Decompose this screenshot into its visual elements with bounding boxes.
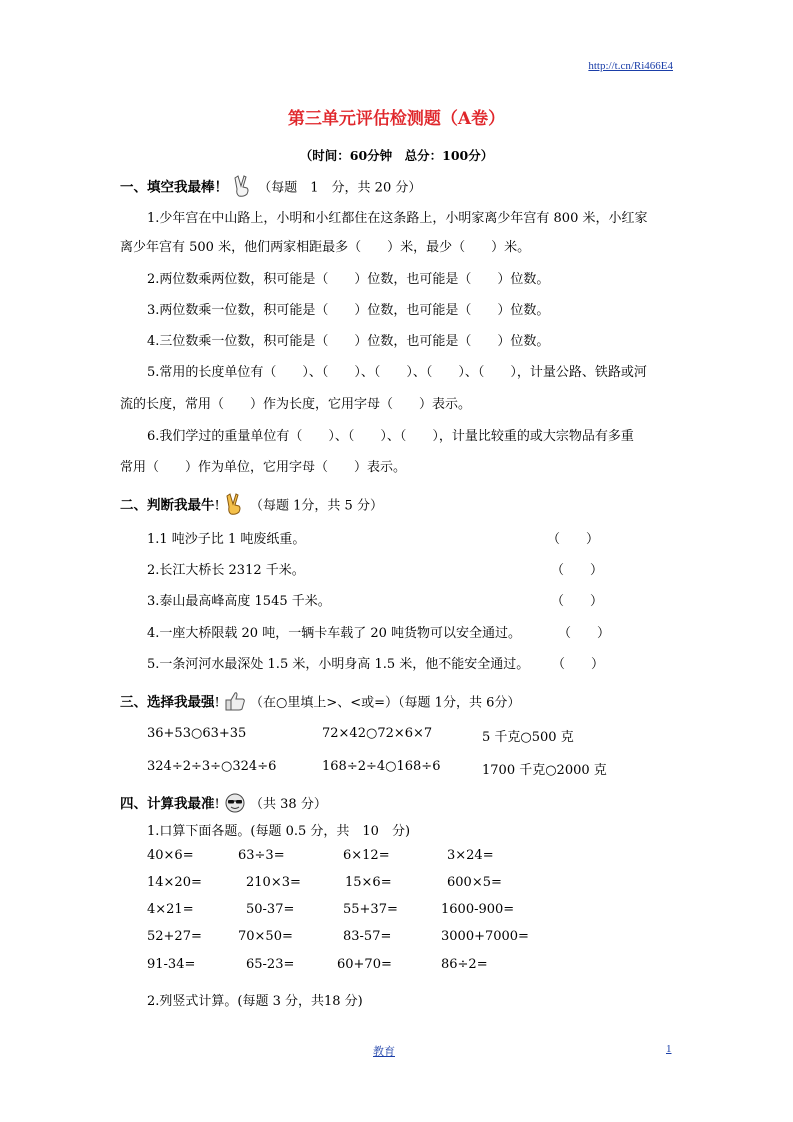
- section2-header: [120, 492, 383, 520]
- q2: 2.两位数乘两位数，积可能是（ ）位数，也可能是（ ）位数。: [147, 272, 550, 287]
- oral-problem: 210×3=: [246, 875, 301, 890]
- q4: 4.三位数乘一位数，积可能是（ ）位数，也可能是（ ）位数。: [147, 334, 550, 349]
- compare-item: 36+53○63+35: [147, 726, 247, 741]
- section4-note: （共 38 分）: [250, 797, 327, 812]
- compare-item: 168÷2÷4○168÷6: [322, 759, 441, 774]
- section2-note: （每题 1分，共 5 分）: [250, 498, 383, 514]
- judge-item-5: 5.一条河河水最深处 1.5 米，小明身高 1.5 米，他不能安全通过。: [147, 657, 530, 672]
- q6-line2: 常用（ ）作为单位，它用字母（ ）表示。: [120, 460, 407, 475]
- oral-problem: 86÷2=: [441, 957, 488, 972]
- oral-problem: 50-37=: [246, 902, 295, 917]
- judge-bracket-5: （ ）: [552, 657, 605, 672]
- page-number: 1: [666, 1043, 672, 1055]
- oral-problem: 55+37=: [343, 902, 398, 917]
- thumbs-up-icon: [224, 690, 246, 716]
- page-title: 第三单元评估检测题（A卷）: [287, 109, 506, 129]
- judge-item-3: 3.泰山最高峰高度 1545 千米。: [147, 594, 331, 609]
- section1-header: [120, 174, 421, 202]
- q1-line1: 1.少年宫在中山路上，小明和小红都住在这条路上，小明家离少年宫有 800 米，小红家: [147, 211, 648, 226]
- victory-hand-icon: [224, 492, 246, 520]
- section3-heading: 三、选择我最强: [120, 694, 215, 711]
- compare-item: 5 千克○500 克: [482, 730, 574, 745]
- section2-heading-mark: !: [214, 498, 220, 514]
- judge-item-4: 4.一座大桥限载 20 吨，一辆卡车载了 20 吨货物可以安全通过。: [147, 626, 522, 641]
- section3-heading-mark: !: [214, 695, 220, 711]
- oral-problem: 63÷3=: [238, 848, 285, 863]
- section4-header: [120, 792, 327, 817]
- q1-line2: 离少年宫有 500 米，他们两家相距最多（ ）米，最少（ ）米。: [120, 240, 531, 255]
- judge-item-1: 1.1 吨沙子比 1 吨废纸重。: [147, 532, 306, 547]
- judge-item-2: 2.长江大桥长 2312 千米。: [147, 563, 305, 578]
- oral-problem: 1600-900=: [441, 902, 515, 917]
- section3-header: [120, 690, 520, 716]
- oral-problem: 52+27=: [147, 929, 202, 944]
- compare-item: 72×42○72×6×7: [322, 726, 433, 741]
- q5-line2: 流的长度，常用（ ）作为长度，它用字母（ ）表示。: [120, 397, 472, 412]
- oral-problem: 65-23=: [246, 957, 295, 972]
- oral-problem: 3×24=: [447, 848, 494, 863]
- vertical-calc-subheading: 2.列竖式计算。(每题 3 分，共18 分): [147, 994, 363, 1009]
- page-subtitle: （时间：60分钟 总分：100分）: [299, 148, 494, 163]
- oral-problem: 3000+7000=: [441, 929, 529, 944]
- oral-problem: 6×12=: [343, 848, 390, 863]
- judge-bracket-4: （ ）: [558, 626, 611, 641]
- section4-heading: 四、计算我最准: [120, 796, 215, 812]
- judge-bracket-1: （ ）: [547, 532, 600, 547]
- sunglasses-face-icon: [224, 793, 246, 817]
- section2-heading: 二、判断我最牛: [120, 497, 215, 514]
- oral-subheading: 1.口算下面各题。(每题 0.5 分，共 10 分): [147, 824, 411, 839]
- header-link[interactable]: http://t.cn/Ri466E4: [588, 60, 673, 72]
- q6-line1: 6.我们学过的重量单位有（ ）、（ ）、（ ），计量比较重的或大宗物品有多重: [147, 429, 634, 444]
- judge-bracket-3: （ ）: [551, 594, 604, 609]
- oral-problem: 15×6=: [345, 875, 392, 890]
- oral-problem: 40×6=: [147, 848, 194, 863]
- oral-problem: 70×50=: [238, 929, 293, 944]
- section1-note: （每题 1 分，共 20 分）: [258, 180, 422, 196]
- section3-note: （在○里填上>、<或=）（每题 1分，共 6分）: [250, 695, 521, 711]
- oral-problem: 60+70=: [337, 957, 392, 972]
- oral-problem: 83-57=: [343, 929, 392, 944]
- compare-item: 324÷2÷3÷○324÷6: [147, 759, 277, 774]
- victory-hand-icon: [232, 174, 254, 202]
- judge-bracket-2: （ ）: [551, 563, 604, 578]
- oral-problem: 14×20=: [147, 875, 202, 890]
- q3: 3.两位数乘一位数，积可能是（ ）位数，也可能是（ ）位数。: [147, 303, 550, 318]
- section1-heading: 一、填空我最棒！: [120, 179, 228, 196]
- footer-link[interactable]: 教育: [373, 1046, 395, 1058]
- oral-problem: 4×21=: [147, 902, 194, 917]
- q5-line1: 5.常用的长度单位有（ ）、（ ）、（ ）、（ ）、（ ），计量公路、铁路或河: [147, 365, 647, 380]
- oral-problem: 91-34=: [147, 957, 196, 972]
- compare-item: 1700 千克○2000 克: [482, 763, 607, 778]
- section4-heading-mark: !: [214, 797, 220, 812]
- oral-problem: 600×5=: [447, 875, 502, 890]
